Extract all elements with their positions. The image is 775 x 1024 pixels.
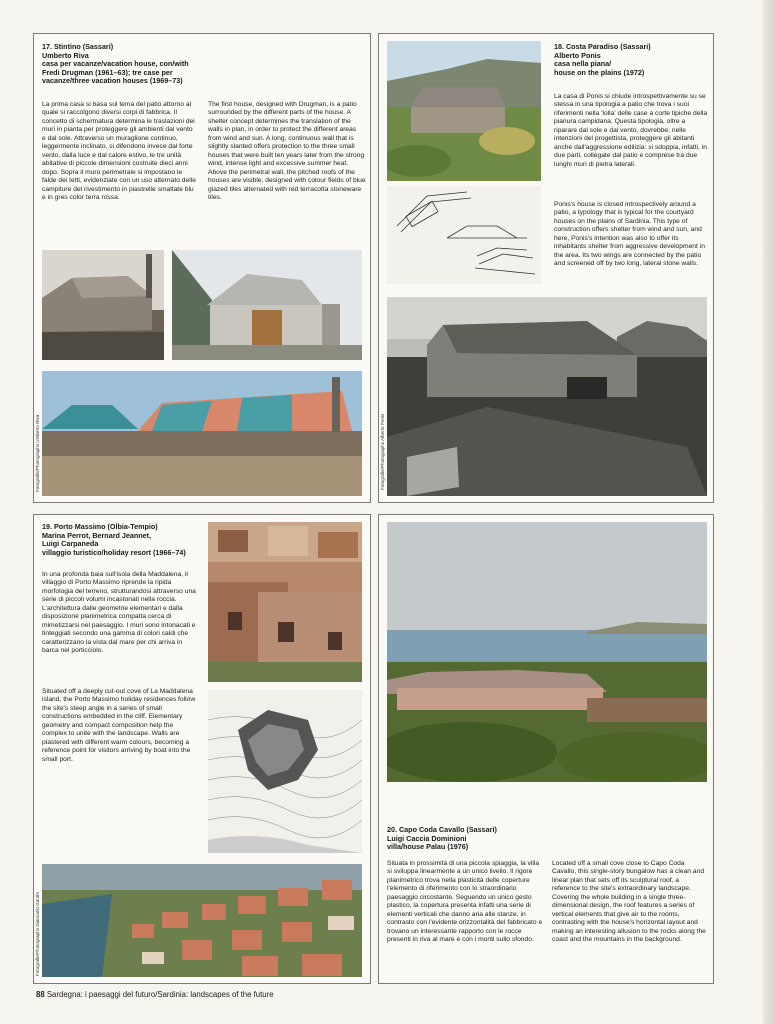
project-title: casa per vacanze/vacation house, con/with	[42, 59, 189, 69]
project-title: house on the plains (1972)	[554, 67, 645, 77]
text-italian: La casa di Ponis si chiude introspettivamente su se stessa in una tipologia a patio che trova i suoi riferimenti nella 'lolla' delle case a corte tipiche della pianura campidana. Questa tipologia, oltre a riparare dal sole e dal vento, dovrebbe, nelle intenzioni del progettista, proteggere gli abitanti anche dall'aggressione edilizia: si sdoppia, infatti, in due parti, collegate dal patio e comprese tra due lunghi muri di pietra laterali.	[554, 93, 708, 168]
text-italian: In una profonda baia sull'isola della Maddalena, il villaggio di Porto Massimo riprende la ripida morfologia del terreno, strutturandosi attraverso una serie di piccoli volumi incastonati nella roccia. L'architettura dalle geometrie elementari e dalla disposizione planimetrica compatta cerca di mimetizzarsi nel paesaggio. I muri sono intonacati e tinteggiati secondo una gamma di colori caldi che caratterizzano la vista dal mare per chi arriva in barca nel porticciolo.	[42, 571, 196, 655]
project-title: Fredi Drugman (1961–63); tre case per	[42, 67, 173, 77]
text-english: Ponis's house is closed introspectively around a patio, a typology that is typical for the courtyard houses on the plains of Sardinia. This type of construction offers shelter from wind and sun, and here, Ponis's intention was also to offer its inhabitants shelter from aggressive development in the area. Its two wings are connected by the patio and screened off by two long, lateral stone walls.	[554, 201, 705, 268]
architect: Alberto Ponis	[554, 50, 601, 60]
project-title: villa/house Palau (1976)	[387, 842, 469, 852]
header-19	[42, 523, 202, 557]
text-italian: Situata in prossimità di una piccola spiaggia, la villa si sviluppa linearmente a un unico livello. Il rigore planimetrico trova nella plasticità delle coperture l'elemento di riferimento con lo straordinario paesaggio circostante. Seguendo un unico gesto plastico, la copertura presenta infatti una serie di elementi verticali che danno aria alle stanze, in contrasto con l'evidente orizzontalità del fabbricato e trovano un interessante rapporto con le rocce presenti in riva al mare e con i monti sullo sfondo.	[387, 860, 543, 944]
running-title: Sardegna: i paesaggi del futuro/Sardinia: landscapes of the future	[46, 990, 274, 999]
entry-number: 19. Porto Massimo (Olbia-Tempio)	[42, 522, 158, 531]
entry-number: 20. Capo Coda Cavallo (Sassari)	[387, 825, 497, 834]
page-number: 88	[36, 990, 45, 999]
architect: Luigi Caccia Dominioni	[387, 833, 467, 843]
plan-porto-massimo	[208, 690, 362, 853]
photo-capo-coda-cavallo	[387, 522, 707, 782]
photo-credit: Fotografie/Photographs Giancarlo Gardin	[35, 891, 40, 976]
photo-porto-massimo-buildings	[208, 522, 362, 682]
sketch-costa-paradiso	[387, 186, 541, 284]
header-20	[387, 826, 707, 852]
text-english: Located off a small cove close to Capo Coda Cavallo, this single-story bungalow has a clean and linear plan that sets off its sculptural roof, a reference to the site's extraordinary landscape. Covering the whole building in a single three-dimensional design, the roof features a series of vertical elements that give air to the rooms, contrasting with the house's horizontal layout and making an interesting allusion to the rocks along the coast and the mountains in the background.	[552, 860, 706, 944]
architect: Umberto Riva	[42, 50, 89, 60]
photo-stintino-house-2	[172, 250, 362, 360]
photo-costa-paradiso-exterior	[387, 41, 541, 181]
text-english: Situated off a deeply cut-out cove of La Maddalena island, the Porto Massimo holiday residences follow the site's steep angle in a series of small constructions embedded in the cliff. Elementary geometry and compact composition help the complex to unite with the landscape. Walls are plastered with different warm colours, becoming a reference point for visitors arriving by boat into the small port.	[42, 688, 196, 763]
entry-number: 17. Stintino (Sassari)	[42, 42, 114, 51]
header-18	[554, 43, 706, 77]
photo-costa-paradiso-bw	[387, 297, 707, 496]
header-17	[42, 43, 362, 86]
project-title: villaggio turistico/holiday resort (1966–74)	[42, 547, 186, 557]
page-footer	[36, 990, 274, 999]
text-english: The first house, designed with Drugman, is a patio surrounded by the different parts of the house. A shelter concept determines the translation of the walls in plan, in order to protect the different areas from wind and sun. A long, continuous wall that is slightly slanted offers protection to the three small houses that were built ten years later from the strong wind, intense light and excessive summer heat. Above the perimetral wall, the pitched roofs of the houses are visible, designed with colour fields of blue glazed tiles alternated with red terracotta stoneware tiles.	[208, 101, 366, 201]
entry-number: 18. Costa Paradiso (Sassari)	[554, 42, 651, 51]
photo-credit: Fotografie/Photographs Umberto Riva	[35, 414, 40, 492]
photo-stintino-colored-roofs	[42, 371, 362, 496]
photo-stintino-house-1	[42, 250, 164, 360]
photo-credit: Fotografie/Photographs Alberto Ponis	[380, 413, 385, 490]
page-edge	[763, 0, 775, 1024]
architect: Luigi Carpaneda	[42, 539, 99, 549]
photo-porto-massimo-aerial	[42, 864, 362, 977]
text-italian: La prima casa si basa sul tema del patio attorno al quale si raccolgono diversi corpi di fabbrica. Il concetto di schermatura determina le traslazioni dei muri in pianta per proteggere gli ambienti dal vento e dal sole. Attraverso un muraglione continuo, leggermente inclinato, si difendono invece dal forte vento, dalla luce e dal calore estivo, le tre unità abitative di piccole dimensioni costruite dieci anni dopo. Sopra il muro perimetrale si impostano le falde dei tetti, evidenziate con un uso alternato delle campiture del rivestimento in piastrelle smaltate blu e in gres color terra rossa.	[42, 101, 196, 201]
project-title: casa nella piana/	[554, 59, 612, 69]
project-title: vacanze/three vacation houses (1969–73)	[42, 76, 183, 86]
architect: Marina Perrot, Bernard Jeannet,	[42, 530, 152, 540]
